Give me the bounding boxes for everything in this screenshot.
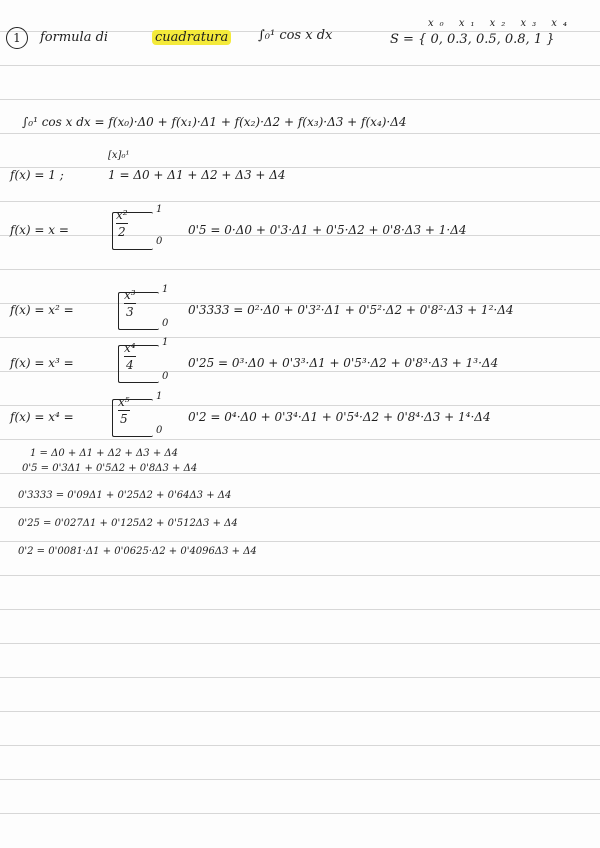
system-row-4: 0'25 = 0'027Δ1 + 0'125Δ2 + 0'512Δ3 + Δ4 (18, 518, 238, 529)
f1-label: f(x) = 1 ; (10, 168, 64, 182)
f1-antiderivative: [x]₀¹ (108, 150, 130, 161)
f4-limit-lo: 0 (162, 371, 169, 382)
system-row-3: 0'3333 = 0'09Δ1 + 0'25Δ2 + 0'64Δ3 + Δ4 (18, 490, 232, 501)
f1-equation: 1 = Δ0 + Δ1 + Δ2 + Δ3 + Δ4 (108, 168, 286, 182)
f3-limit-lo: 0 (162, 318, 169, 329)
node-set: S = { 0, 0.3, 0.5, 0.8, 1 } (390, 32, 555, 47)
f5-equation: 0'2 = 0⁴·Δ0 + 0'3⁴·Δ1 + 0'5⁴·Δ2 + 0'8⁴·Δ3 + 1⁴·Δ4 (188, 410, 491, 424)
f3-equation: 0'3333 = 0²·Δ0 + 0'3²·Δ1 + 0'5²·Δ2 + 0'8²·Δ3 + 1²·Δ4 (188, 303, 514, 317)
set-node-labels: x₀ x₁ x₂ x₃ x₄ (428, 18, 573, 29)
f2-limit-lo: 0 (156, 236, 163, 247)
quadrature-formula: ∫₀¹ cos x dx = f(x₀)·Δ0 + f(x₁)·Δ1 + f(x₂)·Δ2 + f(x₃)·Δ3 + f(x₄)·Δ4 (22, 115, 407, 129)
system-row-2: 0'5 = 0'3Δ1 + 0'5Δ2 + 0'8Δ3 + Δ4 (22, 463, 198, 474)
f2-equation: 0'5 = 0·Δ0 + 0'3·Δ1 + 0'5·Δ2 + 0'8·Δ3 + 1·Δ4 (188, 223, 467, 237)
exercise-number: 1 (6, 27, 28, 49)
f5-fraction: x⁵ 5 (118, 395, 130, 426)
system-row-1: 1 = Δ0 + Δ1 + Δ2 + Δ3 + Δ4 (30, 448, 178, 459)
f4-equation: 0'25 = 0³·Δ0 + 0'3³·Δ1 + 0'5³·Δ2 + 0'8³·Δ3 + 1³·Δ4 (188, 356, 499, 370)
f2-label: f(x) = x = (10, 223, 69, 237)
title-highlight: cuadratura (152, 30, 231, 45)
f3-fraction: x³ 3 (124, 288, 136, 319)
system-row-5: 0'2 = 0'0081·Δ1 + 0'0625·Δ2 + 0'4096Δ3 + Δ4 (18, 546, 257, 557)
f3-limit-hi: 1 (162, 284, 169, 295)
f2-limit-hi: 1 (156, 204, 163, 215)
f3-label: f(x) = x² = (10, 303, 74, 317)
f5-label: f(x) = x⁴ = (10, 410, 74, 424)
title-text: formula di (40, 30, 109, 45)
f4-limit-hi: 1 (162, 337, 169, 348)
f5-limit-hi: 1 (156, 391, 163, 402)
f4-fraction: x⁴ 4 (124, 341, 136, 372)
f5-limit-lo: 0 (156, 425, 163, 436)
header-integral: ∫₀¹ cos x dx (258, 28, 333, 43)
f4-label: f(x) = x³ = (10, 356, 74, 370)
f2-fraction: x² 2 (116, 208, 128, 239)
